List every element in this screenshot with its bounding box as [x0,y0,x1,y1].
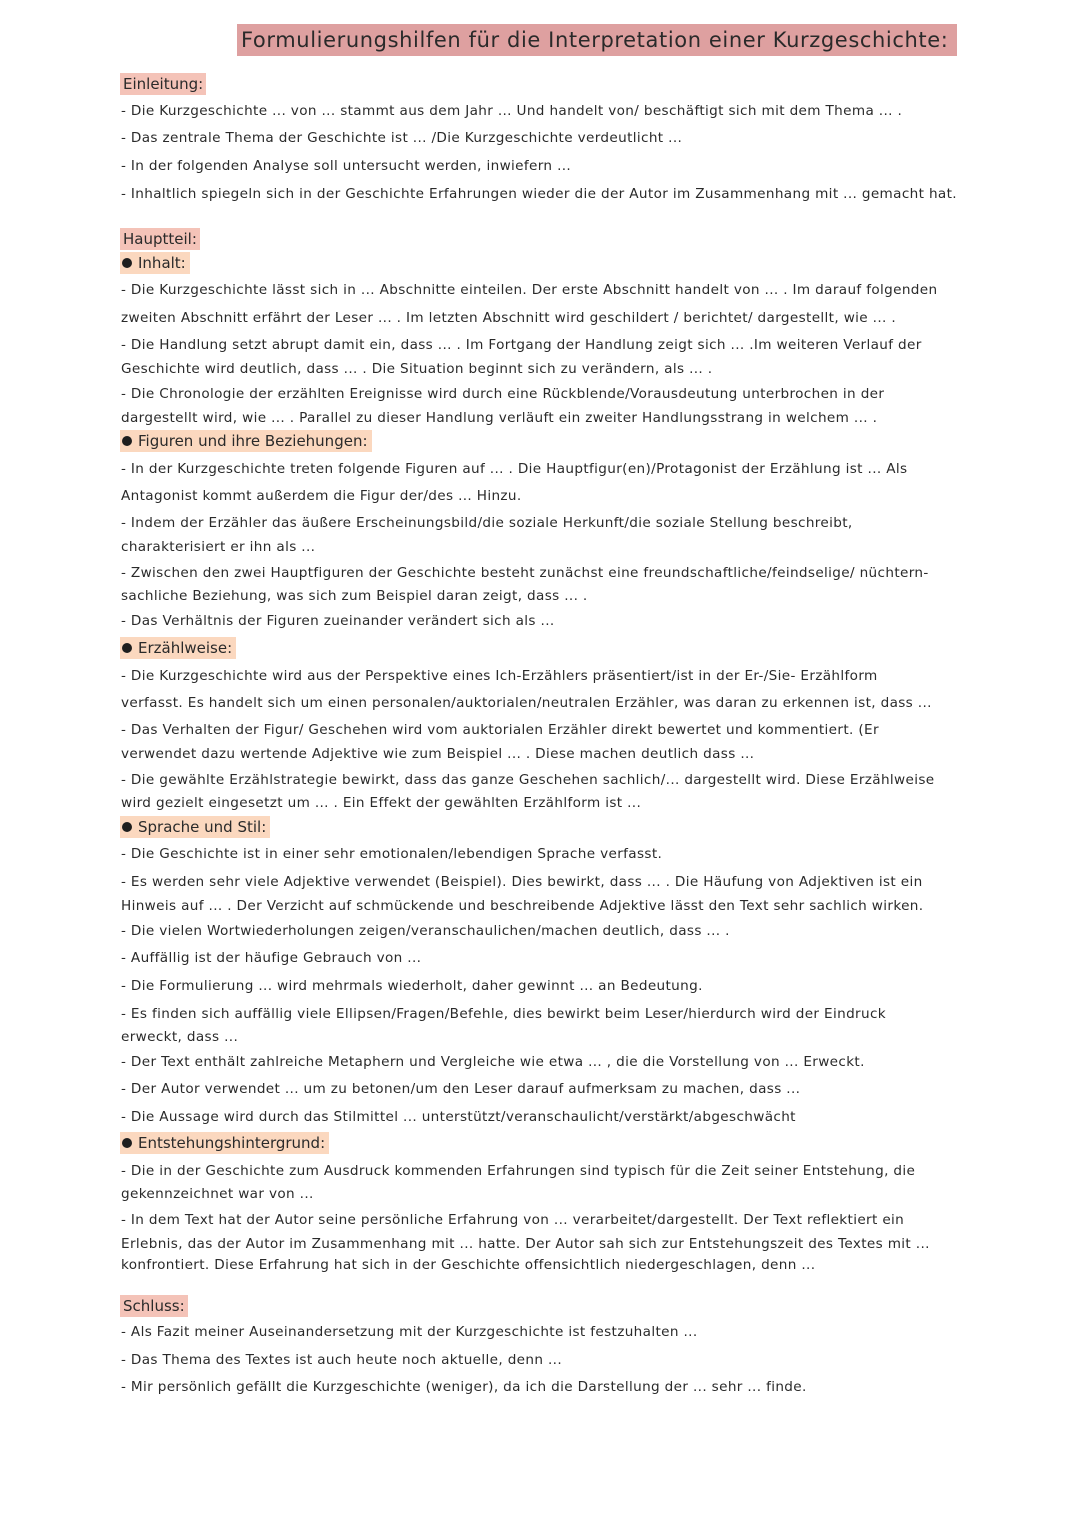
text-line: - In der folgenden Analyse soll untersucht werden, inwiefern ... [121,158,572,174]
bullet-icon [122,822,132,832]
text-line: - Das Verhältnis der Figuren zueinander verändert sich als ... [121,613,555,629]
text-line: dargestellt wird, wie ... . Parallel zu dieser Handlung verläuft ein zweiter Handlungsstrang in welchem ... . [121,410,878,426]
bullet-icon [122,258,132,268]
subsection-label-entstehung [120,1132,329,1154]
text-line: - Die Geschichte ist in einer sehr emotionalen/lebendigen Sprache verfasst. [121,846,663,862]
text-line: - Mir persönlich gefällt die Kurzgeschichte (weniger), da ich die Darstellung der ... sehr ... finde. [121,1379,807,1395]
sprache-label-text: Sprache und Stil: [138,818,267,836]
text-line: - Das zentrale Thema der Geschichte ist ... /Die Kurzgeschichte verdeutlicht ... [121,130,683,146]
text-line: - Als Fazit meiner Auseinandersetzung mit der Kurzgeschichte ist festzuhalten ... [121,1324,698,1340]
section-label-hauptteil [120,228,200,250]
subsection-label-sprache [120,816,270,838]
text-line: - Der Autor verwendet ... um zu betonen/um den Leser darauf aufmerksam zu machen, dass ... [121,1081,801,1097]
text-line: - Die Kurzgeschichte ... von ... stammt aus dem Jahr ... Und handelt von/ beschäftigt sich mit dem Thema ... . [121,103,903,119]
hauptteil-label-text: Hauptteil: [123,230,197,248]
text-line: - In dem Text hat der Autor seine persönliche Erfahrung von ... verarbeitet/dargestellt. Der Text reflektiert ein [121,1212,905,1228]
text-line: - Die Aussage wird durch das Stilmittel ... unterstützt/veranschaulicht/verstärkt/abgeschwächt [121,1109,796,1125]
text-line: Geschichte wird deutlich, dass ... . Die Situation beginnt sich zu verändern, als ... . [121,361,713,377]
text-line: - Die Kurzgeschichte lässt sich in ... Abschnitte einteilen. Der erste Abschnitt handelt von ... . Im darauf folgenden [121,282,938,298]
section-label-schluss [120,1295,188,1317]
schluss-label-text: Schluss: [123,1297,185,1315]
text-line: charakterisiert er ihn als ... [121,539,316,555]
subsection-label-inhalt [120,252,190,274]
entstehung-label-text: Entstehungshintergrund: [138,1134,326,1152]
text-line: - Das Verhalten der Figur/ Geschehen wird vom auktorialen Erzähler direkt bewertet und kommentiert. (Er [121,722,879,738]
figuren-label-text: Figuren und ihre Beziehungen: [138,432,368,450]
text-line: - Indem der Erzähler das äußere Erscheinungsbild/die soziale Herkunft/die soziale Stellung beschreibt, [121,515,853,531]
page-title: Formulierungshilfen für die Interpretation einer Kurzgeschichte: [237,24,957,56]
text-line: konfrontiert. Diese Erfahrung hat sich in der Geschichte offensichtlich niedergeschlagen, denn ... [121,1257,816,1273]
text-line: - Das Thema des Textes ist auch heute noch aktuelle, denn ... [121,1352,563,1368]
text-line: erweckt, dass ... [121,1029,239,1045]
text-line: - Es finden sich auffällig viele Ellipsen/Fragen/Befehle, dies bewirkt beim Leser/hierdurch wird der Eindruck [121,1006,887,1022]
text-line: gekennzeichnet war von ... [121,1186,314,1202]
text-line: - In der Kurzgeschichte treten folgende Figuren auf ... . Die Hauptfigur(en)/Protagonist der Erzählung ist ... Als [121,461,908,477]
text-line: zweiten Abschnitt erfährt der Leser ... . Im letzten Abschnitt wird geschildert / berichtet/ dargestellt, wie ... . [121,310,897,326]
text-line: - Die Formulierung ... wird mehrmals wiederholt, daher gewinnt ... an Bedeutung. [121,978,703,994]
bullet-icon [122,1138,132,1148]
text-line: - Auffällig ist der häufige Gebrauch von ... [121,950,422,966]
text-line: - Es werden sehr viele Adjektive verwendet (Beispiel). Dies bewirkt, dass ... . Die Häufung von Adjektiven ist ein [121,874,923,890]
subsection-label-erzaehlweise [120,637,236,659]
bullet-icon [122,436,132,446]
text-line: Hinweis auf ... . Der Verzicht auf schmückende und beschreibende Adjektive lässt den Text sehr sachlich wirken. [121,898,924,914]
text-line: - Die gewählte Erzählstrategie bewirkt, dass das ganze Geschehen sachlich/... dargestellt wird. Diese Erzählweise [121,772,935,788]
text-line: Erlebnis, das der Autor im Zusammenhang mit ... hatte. Der Autor sah sich zur Entstehungszeit des Textes mit ... [121,1236,930,1252]
text-line: - Die Kurzgeschichte wird aus der Perspektive eines Ich-Erzählers präsentiert/ist in der Er-/Sie- Erzählform [121,668,878,684]
text-line: sachliche Beziehung, was sich zum Beispiel daran zeigt, dass ... . [121,588,588,604]
einleitung-label-text: Einleitung: [123,75,204,93]
inhalt-label-text: Inhalt: [138,254,186,272]
text-line: - Inhaltlich spiegeln sich in der Geschichte Erfahrungen wieder die der Autor im Zusammenhang mit ... gemacht hat. [121,186,957,202]
text-line: - Der Text enthält zahlreiche Metaphern und Vergleiche wie etwa ... , die die Vorstellung von ... Erweckt. [121,1054,865,1070]
erzaehlweise-label-text: Erzählweise: [138,639,233,657]
text-line: - Die Chronologie der erzählten Ereignisse wird durch eine Rückblende/Vorausdeutung unterbrochen in der [121,386,885,402]
text-line: wird gezielt eingesetzt um ... . Ein Effekt der gewählten Erzählform ist ... [121,795,642,811]
text-line: - Zwischen den zwei Hauptfiguren der Geschichte besteht zunächst eine freundschaftliche/feindselige/ nüchtern- [121,565,929,581]
bullet-icon [122,643,132,653]
text-line: Antagonist kommt außerdem die Figur der/des ... Hinzu. [121,488,522,504]
text-line: verfasst. Es handelt sich um einen personalen/auktorialen/neutralen Erzähler, was daran zu erkennen ist, dass ... [121,695,932,711]
text-line: - Die in der Geschichte zum Ausdruck kommenden Erfahrungen sind typisch für die Zeit seiner Entstehung, die [121,1163,916,1179]
section-label-einleitung [120,73,206,95]
text-line: - Die vielen Wortwiederholungen zeigen/veranschaulichen/machen deutlich, dass ... . [121,923,730,939]
subsection-label-figuren [120,430,372,452]
text-line: verwendet dazu wertende Adjektive wie zum Beispiel ... . Diese machen deutlich dass ... [121,746,755,762]
text-line: - Die Handlung setzt abrupt damit ein, dass ... . Im Fortgang der Handlung zeigt sich ... .Im weiteren Verlauf der [121,337,922,353]
